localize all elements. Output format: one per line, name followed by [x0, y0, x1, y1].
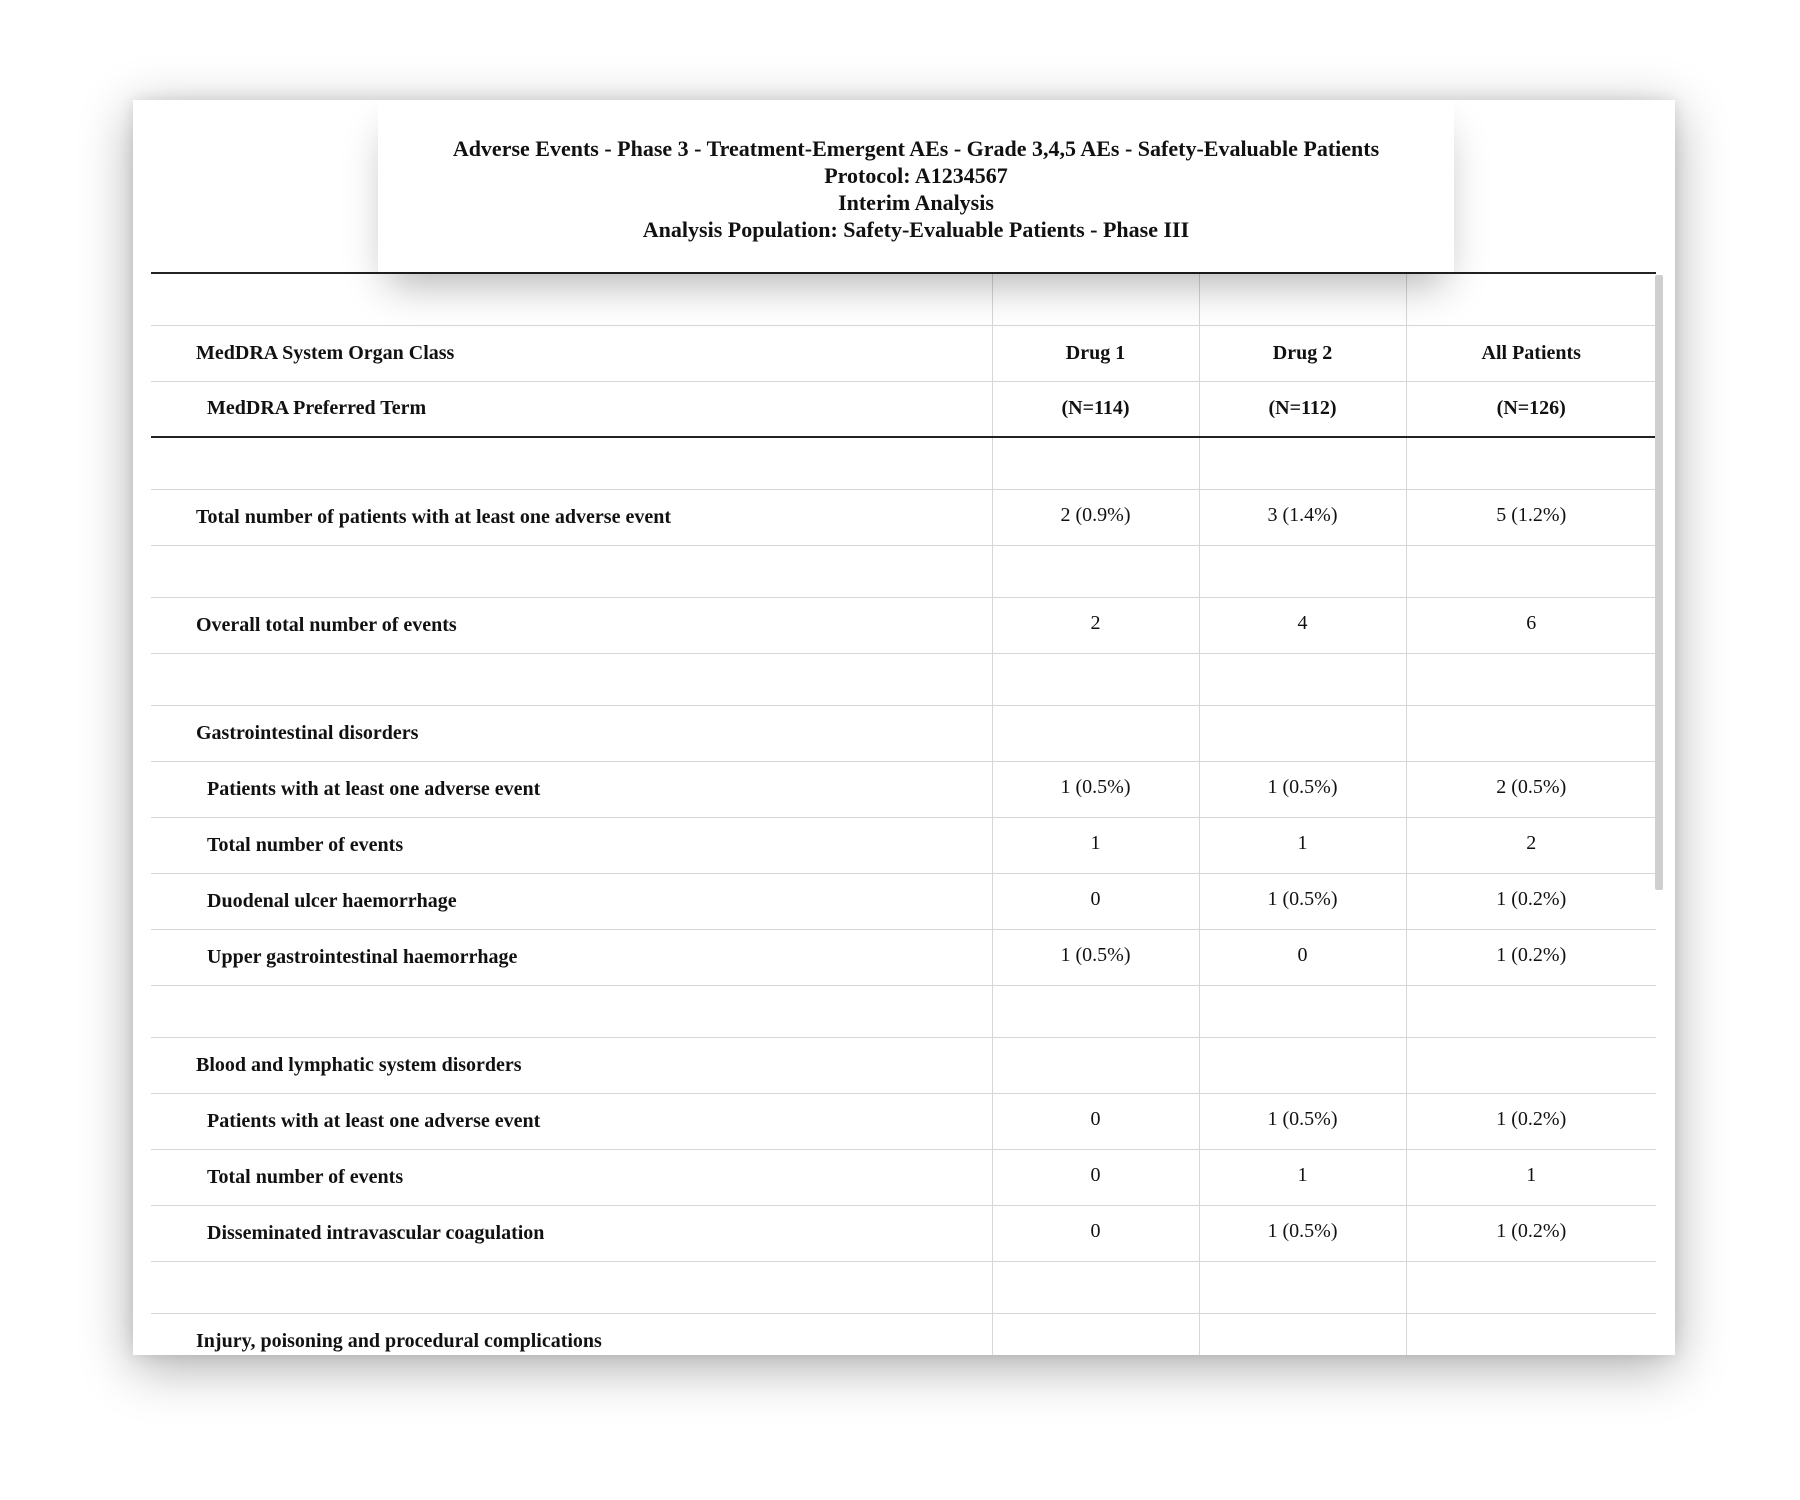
all-value: 6 [1406, 597, 1656, 653]
row-label: Patients with at least one adverse event [151, 1093, 992, 1149]
adverse-events-table [151, 272, 1656, 1355]
drug2-value: 4 [1199, 597, 1406, 653]
drug2-value: 1 (0.5%) [1199, 1093, 1406, 1149]
row-label: Patients with at least one adverse event [151, 761, 992, 817]
all-patients-n: (N=126) [1406, 381, 1656, 437]
all-value: 1 (0.2%) [1406, 1205, 1656, 1261]
row-label: Total number of events [151, 817, 992, 873]
drug1-value: 0 [992, 1205, 1199, 1261]
drug2-value: 1 (0.5%) [1199, 873, 1406, 929]
drug1-n: (N=114) [992, 381, 1199, 437]
table-row-gi-patients [151, 761, 1656, 817]
table-row-blood-events [151, 1149, 1656, 1205]
table-row-soc-injury [151, 1313, 1656, 1355]
table-row-soc-blood [151, 1037, 1656, 1093]
report-header [378, 100, 1454, 272]
table-viewport[interactable] [151, 272, 1656, 1355]
row-label: Total number of events [151, 1149, 992, 1205]
all-value: 1 (0.2%) [1406, 1093, 1656, 1149]
spacer-row [151, 1261, 1656, 1313]
drug1-value: 2 (0.9%) [992, 489, 1199, 545]
report-title: Adverse Events - Phase 3 - Treatment-Emergent AEs - Grade 3,4,5 AEs - Safety-Evaluable Patients [452, 136, 1380, 161]
drug1-column-header: Drug 1 [992, 325, 1199, 381]
row-label: Disseminated intravascular coagulation [151, 1205, 992, 1261]
all-value: 1 (0.2%) [1406, 929, 1656, 985]
soc-label: Blood and lymphatic system disorders [151, 1037, 992, 1093]
header-spacer-row [151, 273, 1656, 325]
soc-label: Gastrointestinal disorders [151, 705, 992, 761]
column-subheader-row [151, 381, 1656, 437]
all-value: 1 (0.2%) [1406, 873, 1656, 929]
drug2-n: (N=112) [1199, 381, 1406, 437]
all-value: 1 [1406, 1149, 1656, 1205]
drug2-value: 1 [1199, 1149, 1406, 1205]
all-patients-column-header: All Patients [1406, 325, 1656, 381]
spacer-row [151, 545, 1656, 597]
drug1-value: 0 [992, 1093, 1199, 1149]
soc-label: Injury, poisoning and procedural complications [151, 1313, 992, 1355]
drug1-value: 1 [992, 817, 1199, 873]
drug2-value: 0 [1199, 929, 1406, 985]
table-row-gi-pt1 [151, 873, 1656, 929]
row-label: Upper gastrointestinal haemorrhage [151, 929, 992, 985]
all-value: 2 [1406, 817, 1656, 873]
analysis-population: Analysis Population: Safety-Evaluable Patients - Phase III [642, 217, 1190, 242]
report-panel [133, 100, 1675, 1355]
table-row-overall-events [151, 597, 1656, 653]
drug1-value: 1 (0.5%) [992, 929, 1199, 985]
row-label: Total number of patients with at least one adverse event [151, 489, 992, 545]
drug2-value[interactable]: 3 (1.4%) [1199, 489, 1406, 545]
drug1-value: 1 (0.5%) [992, 761, 1199, 817]
vertical-scrollbar[interactable] [1655, 275, 1663, 890]
protocol-line: Protocol: A1234567 [824, 163, 1008, 188]
spacer-row [151, 437, 1656, 489]
drug2-value: 1 (0.5%) [1199, 1205, 1406, 1261]
table-row-soc-gi [151, 705, 1656, 761]
all-value: 2 (0.5%) [1406, 761, 1656, 817]
all-value: 5 (1.2%) [1406, 489, 1656, 545]
soc-column-header: MedDRA System Organ Class [151, 325, 992, 381]
row-label: Overall total number of events [151, 597, 992, 653]
drug1-value: 2 [992, 597, 1199, 653]
table-row-gi-events [151, 817, 1656, 873]
drug1-value: 0 [992, 1149, 1199, 1205]
drug2-column-header: Drug 2 [1199, 325, 1406, 381]
analysis-type: Interim Analysis [838, 190, 994, 215]
drug2-value: 1 [1199, 817, 1406, 873]
drug2-value: 1 (0.5%) [1199, 761, 1406, 817]
table-row-blood-pt1 [151, 1205, 1656, 1261]
table-row-gi-pt2 [151, 929, 1656, 985]
table-row-total-patients [151, 489, 1656, 545]
row-label: Duodenal ulcer haemorrhage [151, 873, 992, 929]
spacer-row [151, 985, 1656, 1037]
table-row-blood-patients [151, 1093, 1656, 1149]
pt-column-header: MedDRA Preferred Term [151, 381, 992, 437]
drug1-value: 0 [992, 873, 1199, 929]
column-header-row [151, 325, 1656, 381]
spacer-row [151, 653, 1656, 705]
